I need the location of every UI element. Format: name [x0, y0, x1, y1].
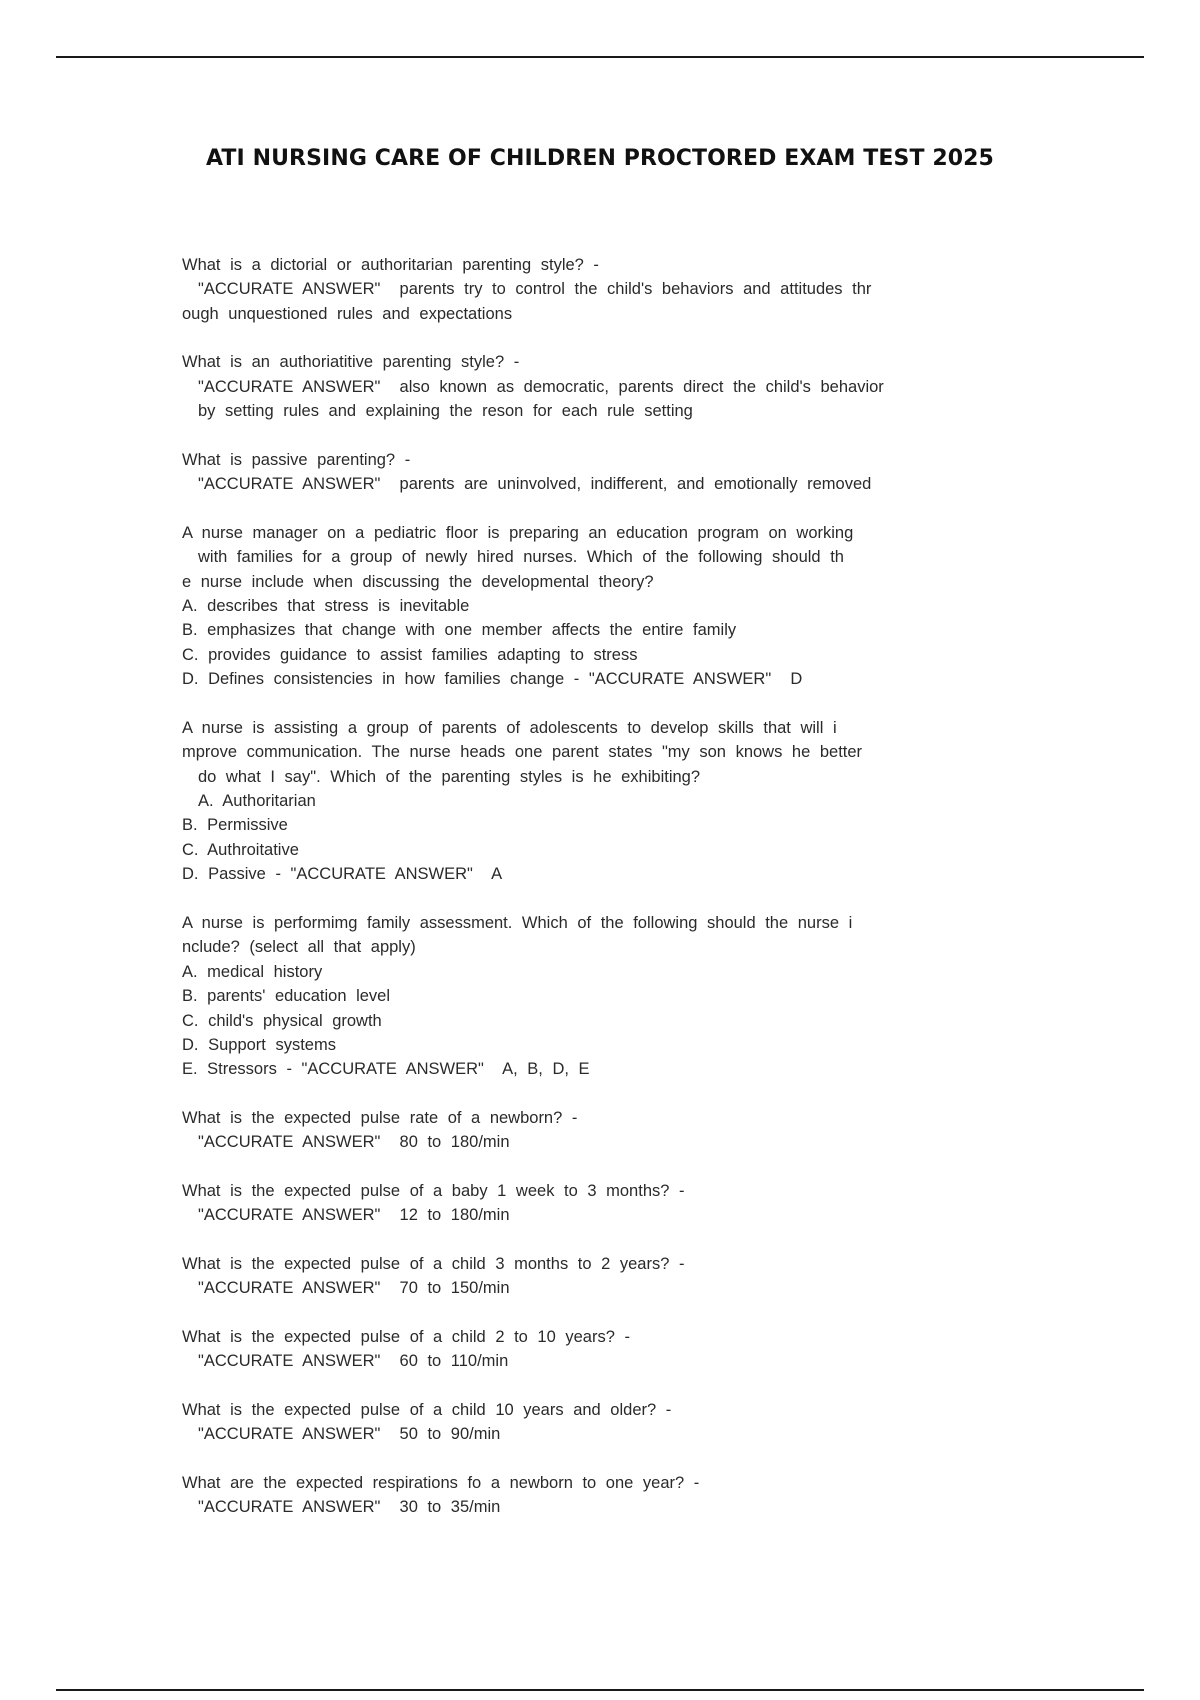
text-line: C. child's physical growth: [182, 1011, 382, 1030]
qa-block: [182, 253, 1018, 326]
text-line: A nurse is assisting a group of parents of adolescents to develop skills that will i: [182, 718, 837, 737]
text-line: mprove communication. The nurse heads one parent states "my son knows he better: [182, 743, 863, 762]
text-line: D. Passive - "ACCURATE ANSWER" A: [182, 865, 503, 884]
text-line: What is the expected pulse rate of a newborn? -: [182, 1108, 578, 1127]
qa-block: [182, 911, 1018, 1082]
text-line: What is the expected pulse of a baby 1 week to 3 months? -: [182, 1181, 685, 1200]
qa-block: [182, 350, 1018, 423]
qa-block: [182, 1252, 1018, 1301]
text-line: What is the expected pulse of a child 3 months to 2 years? -: [182, 1254, 685, 1273]
text-line: B. emphasizes that change with one member affects the entire family: [182, 621, 737, 640]
text-line: A. medical history: [182, 962, 323, 981]
page-title: ATI NURSING CARE OF CHILDREN PROCTORED EXAM TEST 2025: [206, 146, 994, 171]
text-line: What is passive parenting? -: [182, 450, 411, 469]
text-line: What are the expected respirations fo a newborn to one year? -: [182, 1473, 700, 1492]
text-line: e nurse include when discussing the developmental theory?: [182, 572, 654, 591]
text-line: by setting rules and explaining the reson for each rule setting: [198, 402, 693, 421]
qa-block: [182, 1106, 1018, 1155]
text-line: ough unquestioned rules and expectations: [182, 304, 513, 323]
text-line: do what I say". Which of the parenting styles is he exhibiting?: [198, 767, 701, 786]
text-line: A. describes that stress is inevitable: [182, 597, 470, 616]
text-line: A nurse is performimg family assessment. Which of the following should the nurse i: [182, 913, 853, 932]
text-line: nclude? (select all that apply): [182, 938, 416, 957]
qa-block: [182, 521, 1018, 692]
qa-block: [182, 716, 1018, 887]
text-line: "ACCURATE ANSWER" parents are uninvolved, indifferent, and emotionally removed: [198, 475, 872, 494]
text-line: C. Authroitative: [182, 840, 299, 859]
text-line: D. Defines consistencies in how families change - "ACCURATE ANSWER" D: [182, 670, 803, 689]
text-line: "ACCURATE ANSWER" 50 to 90/min: [198, 1425, 501, 1444]
text-line: A nurse manager on a pediatric floor is preparing an education program on working: [182, 523, 854, 542]
text-line: B. Permissive: [182, 816, 288, 835]
text-line: with families for a group of newly hired nurses. Which of the following should th: [198, 548, 844, 567]
qa-block: [182, 1179, 1018, 1228]
qa-block: [182, 448, 1018, 497]
top-rule: [56, 56, 1144, 58]
qa-block: [182, 1471, 1018, 1520]
qa-block: [182, 1398, 1018, 1447]
text-line: "ACCURATE ANSWER" 80 to 180/min: [198, 1133, 510, 1152]
text-line: "ACCURATE ANSWER" 60 to 110/min: [198, 1352, 509, 1371]
text-line: "ACCURATE ANSWER" 70 to 150/min: [198, 1279, 510, 1298]
text-line: What is an authoriatitive parenting style? -: [182, 353, 520, 372]
text-line: E. Stressors - "ACCURATE ANSWER" A, B, D, E: [182, 1060, 590, 1079]
qa-block: [182, 1325, 1018, 1374]
text-line: What is the expected pulse of a child 2 to 10 years? -: [182, 1327, 630, 1346]
bottom-rule: [56, 1689, 1144, 1691]
text-line: "ACCURATE ANSWER" 12 to 180/min: [198, 1206, 510, 1225]
document-body: [182, 253, 1018, 1544]
text-line: B. parents' education level: [182, 987, 391, 1006]
text-line: "ACCURATE ANSWER" also known as democratic, parents direct the child's behavior: [198, 377, 884, 396]
text-line: What is the expected pulse of a child 10 years and older? -: [182, 1400, 672, 1419]
text-line: A. Authoritarian: [198, 792, 316, 811]
text-line: D. Support systems: [182, 1035, 336, 1054]
text-line: "ACCURATE ANSWER" parents try to control the child's behaviors and attitudes thr: [198, 280, 872, 299]
text-line: What is a dictorial or authoritarian parenting style? -: [182, 256, 599, 274]
text-line: "ACCURATE ANSWER" 30 to 35/min: [198, 1498, 501, 1517]
text-line: C. provides guidance to assist families adapting to stress: [182, 645, 638, 664]
